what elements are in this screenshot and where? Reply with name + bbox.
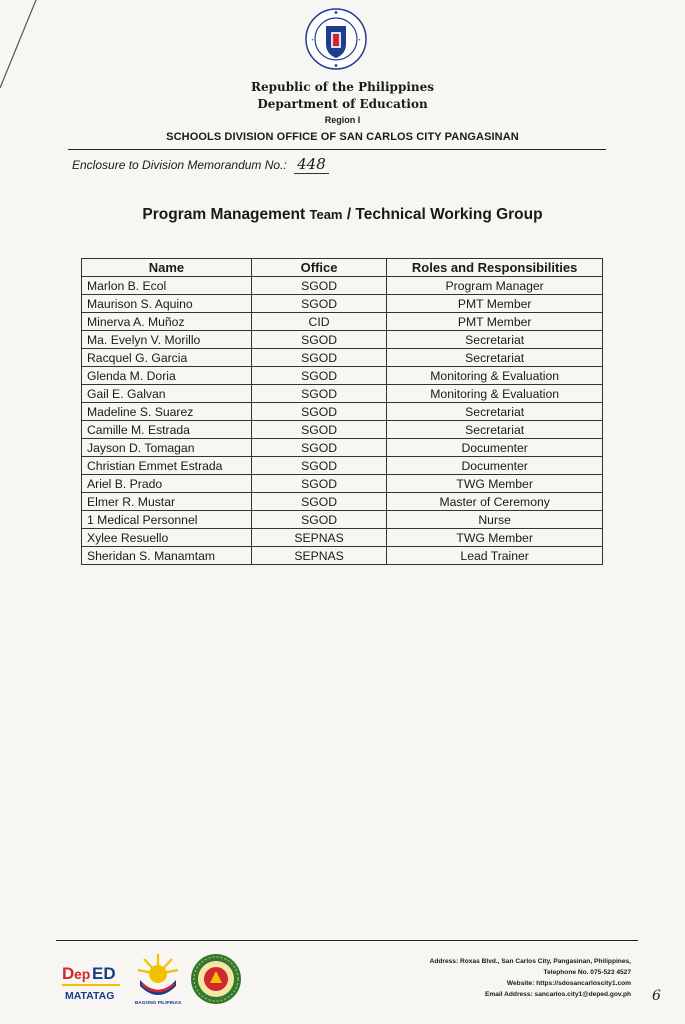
cell-name: Marlon B. Ecol xyxy=(82,277,252,295)
table-row xyxy=(82,313,603,331)
deped-seal-icon xyxy=(305,8,367,70)
cell-role: PMT Member xyxy=(387,313,603,331)
cell-role: Nurse xyxy=(387,511,603,529)
republic-line: Republic of the Philippines xyxy=(250,80,435,94)
cell-role: TWG Member xyxy=(387,475,603,493)
cell-office: SGOD xyxy=(251,421,386,439)
cell-office: CID xyxy=(251,313,386,331)
cell-office: SGOD xyxy=(251,439,386,457)
table-row xyxy=(82,457,603,475)
cell-office: SGOD xyxy=(251,403,386,421)
cell-name: Camille M. Estrada xyxy=(82,421,252,439)
cell-role: Program Manager xyxy=(387,277,603,295)
handwritten-page-mark: 6 xyxy=(652,988,661,1004)
cell-role: Secretariat xyxy=(387,403,603,421)
header-roles: Roles and Responsibilities xyxy=(387,259,603,277)
contact-block xyxy=(430,956,631,1000)
cell-office: SGOD xyxy=(251,511,386,529)
table-header-row xyxy=(82,259,603,277)
svg-text:✦: ✦ xyxy=(311,38,314,42)
bagong-pilipinas-logo xyxy=(130,950,186,1006)
table-row xyxy=(82,439,603,457)
cell-office: SEPNAS xyxy=(251,529,386,547)
cell-office: SEPNAS xyxy=(251,547,386,565)
division-office-line: SCHOOLS DIVISION OFFICE OF SAN CARLOS CITY PANGASINAN xyxy=(166,131,519,143)
cell-role: PMT Member xyxy=(387,295,603,313)
svg-text:ED: ED xyxy=(92,964,116,983)
team-roster-table xyxy=(81,258,603,565)
cell-office: SGOD xyxy=(251,277,386,295)
svg-text:✦: ✦ xyxy=(358,38,361,42)
cell-name: Elmer R. Mustar xyxy=(82,493,252,511)
cell-role: Secretariat xyxy=(387,421,603,439)
table-row xyxy=(82,403,603,421)
footer-divider xyxy=(56,940,638,941)
telephone-line: Telephone No. 075-523 4527 xyxy=(543,969,631,976)
cell-name: Xylee Resuello xyxy=(82,529,252,547)
enclosure-label: Enclosure to Division Memorandum No.: xyxy=(72,158,287,172)
table-body xyxy=(82,277,603,565)
header-name: Name xyxy=(82,259,252,277)
title-part-2: Team xyxy=(309,207,343,222)
table-row xyxy=(82,421,603,439)
cell-role: Lead Trainer xyxy=(387,547,603,565)
title-part-1: Program Management xyxy=(142,206,306,223)
sdo-san-carlos-seal xyxy=(190,953,242,1005)
cell-role: Monitoring & Evaluation xyxy=(387,367,603,385)
cell-role: Monitoring & Evaluation xyxy=(387,385,603,403)
svg-text:BAGONG PILIPINAS: BAGONG PILIPINAS xyxy=(134,1001,182,1006)
cell-office: SGOD xyxy=(251,475,386,493)
cell-name: Sheridan S. Manamtam xyxy=(82,547,252,565)
address-line: Address: Roxas Blvd., San Carlos City, Pangasinan, Philippines, xyxy=(429,958,631,965)
cell-office: SGOD xyxy=(251,295,386,313)
email-line: Email Address: sancarlos.city1@deped.gov.ph xyxy=(484,991,631,998)
cell-name: Ma. Evelyn V. Morillo xyxy=(82,331,252,349)
memorandum-number: 448 xyxy=(294,155,329,174)
cell-role: Documenter xyxy=(387,439,603,457)
table-row xyxy=(82,493,603,511)
table-row xyxy=(82,385,603,403)
cell-name: Minerva A. Muñoz xyxy=(82,313,252,331)
cell-office: SGOD xyxy=(251,331,386,349)
cell-name: Madeline S. Suarez xyxy=(82,403,252,421)
cell-office: SGOD xyxy=(251,493,386,511)
table-row xyxy=(82,295,603,313)
title-part-3: / Technical Working Group xyxy=(346,206,543,223)
table-row xyxy=(82,475,603,493)
region-line: Region I xyxy=(324,115,361,125)
cell-name: Christian Emmet Estrada xyxy=(82,457,252,475)
cell-name: Jayson D. Tomagan xyxy=(82,439,252,457)
document-title xyxy=(0,206,685,224)
svg-text:D: D xyxy=(62,964,75,983)
scan-edge-mark xyxy=(0,0,40,90)
website-line: Website: https://sdosancarloscity1.com xyxy=(506,980,631,987)
cell-name: Gail E. Galvan xyxy=(82,385,252,403)
cell-role: Master of Ceremony xyxy=(387,493,603,511)
table-row xyxy=(82,547,603,565)
table-row xyxy=(82,529,603,547)
deped-matatag-logo xyxy=(60,955,122,1005)
table-row xyxy=(82,277,603,295)
department-line: Department of Education xyxy=(257,97,428,111)
table-row xyxy=(82,349,603,367)
cell-name: 1 Medical Personnel xyxy=(82,511,252,529)
table-row xyxy=(82,511,603,529)
cell-office: SGOD xyxy=(251,349,386,367)
cell-role: Secretariat xyxy=(387,349,603,367)
cell-office: SGOD xyxy=(251,457,386,475)
cell-office: SGOD xyxy=(251,385,386,403)
svg-text:MATATAG: MATATAG xyxy=(65,990,115,1002)
cell-role: TWG Member xyxy=(387,529,603,547)
cell-name: Racquel G. Garcia xyxy=(82,349,252,367)
enclosure-line xyxy=(72,155,329,174)
table-row xyxy=(82,331,603,349)
header-divider xyxy=(68,149,606,150)
svg-text:ep: ep xyxy=(74,966,91,982)
cell-role: Secretariat xyxy=(387,331,603,349)
cell-name: Glenda M. Doria xyxy=(82,367,252,385)
cell-role: Documenter xyxy=(387,457,603,475)
cell-name: Ariel B. Prado xyxy=(82,475,252,493)
cell-office: SGOD xyxy=(251,367,386,385)
header-office: Office xyxy=(251,259,386,277)
cell-name: Maurison S. Aquino xyxy=(82,295,252,313)
table-row xyxy=(82,367,603,385)
